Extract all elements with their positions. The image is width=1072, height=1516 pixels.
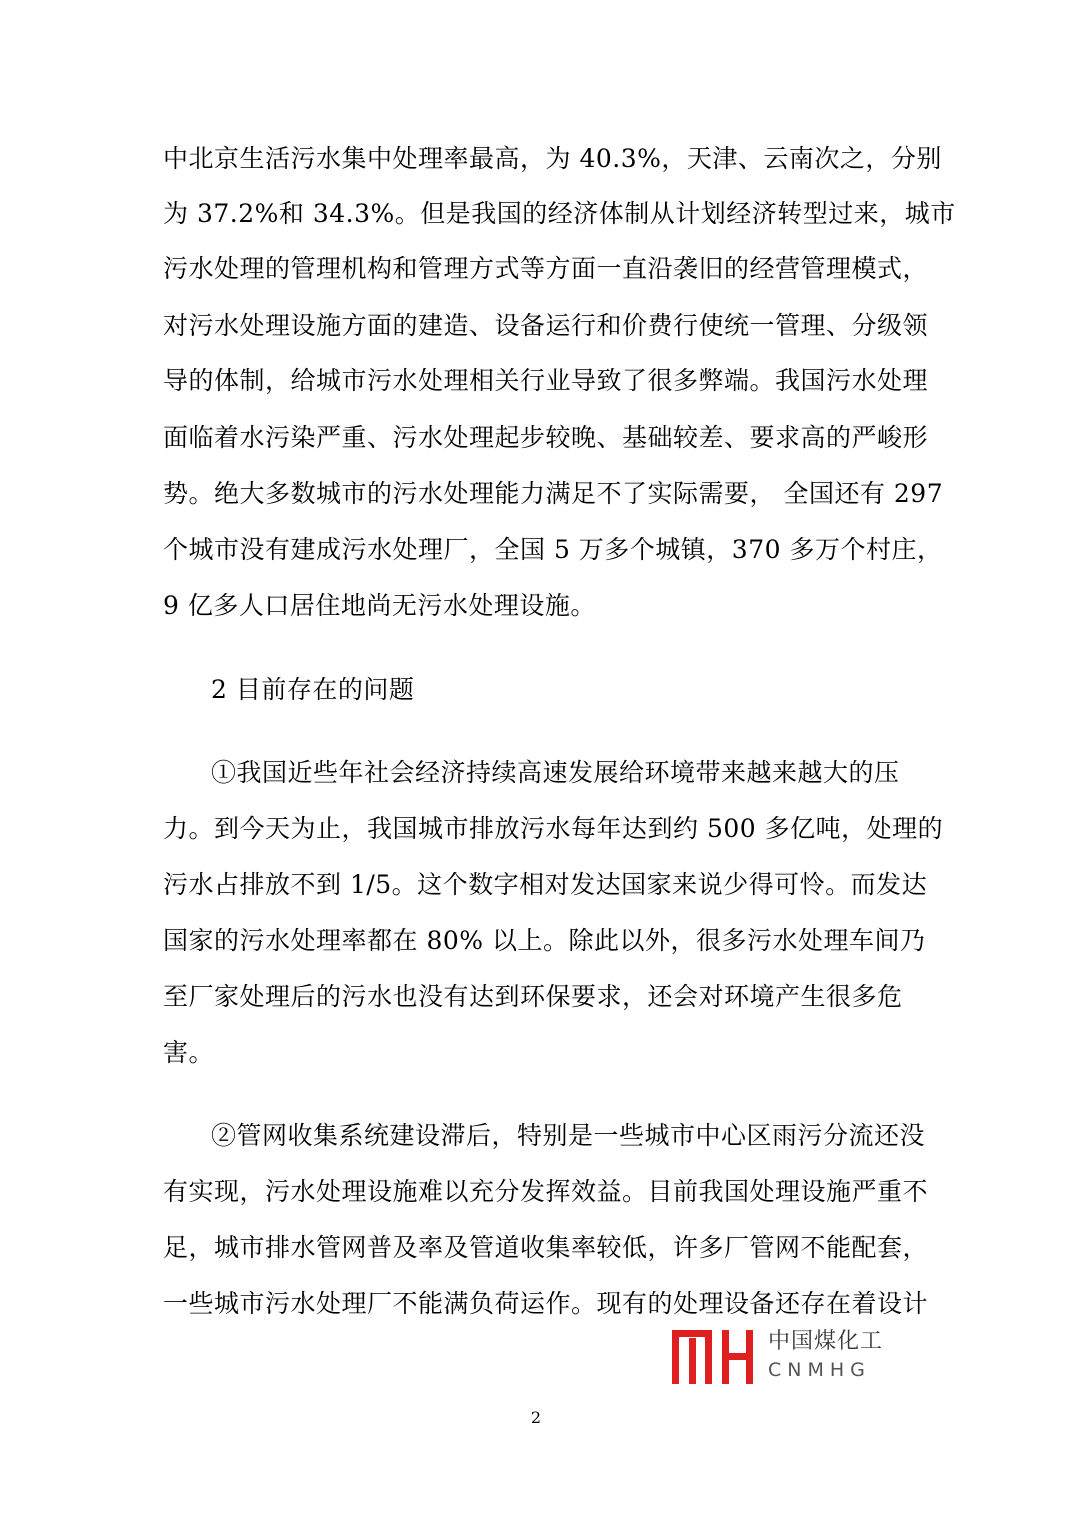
text-line: 导的体制，给城市污水处理相关行业导致了很多弊端。我国污水处理 [163,366,929,395]
text-line: 污水占排放不到 1/5。这个数字相对发达国家来说少得可怜。而发达 [163,870,928,899]
text-line: 至厂家处理后的污水也没有达到环保要求，还会对环境产生很多危 [163,982,903,1011]
text-line: 力。到今天为止，我国城市排放污水每年达到约 500 多亿吨，处理的 [163,814,944,843]
text-line: 对污水处理设施方面的建造、设备运行和价费行使统一管理、分级领 [163,311,929,340]
watermark-logo [668,1326,888,1388]
text-line: 9 亿多人口居住地尚无污水处理设施。 [163,591,596,620]
section-heading: 2 目前存在的问题 [211,675,415,704]
page-number: 2 [530,1408,542,1427]
text-line: 一些城市污水处理厂不能满负荷运作。现有的处理设备还存在着设计 [163,1289,929,1318]
logo-name-en: CNMHG [768,1359,871,1381]
logo-name-cn: 中国煤化工 [768,1329,884,1354]
text-line: 为 37.2%和 34.3%。但是我国的经济体制从计划经济转型过来，城市 [163,199,956,228]
text-line: 国家的污水处理率都在 80% 以上。除此以外，很多污水处理车间乃 [163,926,926,955]
text-line: 害。 [163,1038,215,1067]
text-line: 中北京生活污水集中处理率最高，为 40.3%，天津、云南次之，分别 [163,144,942,173]
text-line: 污水处理的管理机构和管理方式等方面一直沿袭旧的经营管理模式， [163,254,929,283]
text-line: 有实现，污水处理设施难以充分发挥效益。目前我国处理设施严重不 [163,1177,929,1206]
text-line: 面临着水污染严重、污水处理起步较晚、基础较差、要求高的严峻形 [163,423,929,452]
text-line: ①我国近些年社会经济持续高速发展给环境带来越来越大的压 [211,758,900,787]
logo-mark-icon [668,1326,760,1388]
text-line: 势。绝大多数城市的污水处理能力满足不了实际需要， 全国还有 297 [163,479,944,508]
text-line: ②管网收集系统建设滞后，特别是一些城市中心区雨污分流还没 [211,1121,926,1150]
text-line: 足，城市排水管网普及率及管道收集率较低，许多厂管网不能配套， [163,1233,929,1262]
text-line: 个城市没有建成污水处理厂，全国 5 万多个城镇，370 多万个村庄， [163,535,943,564]
